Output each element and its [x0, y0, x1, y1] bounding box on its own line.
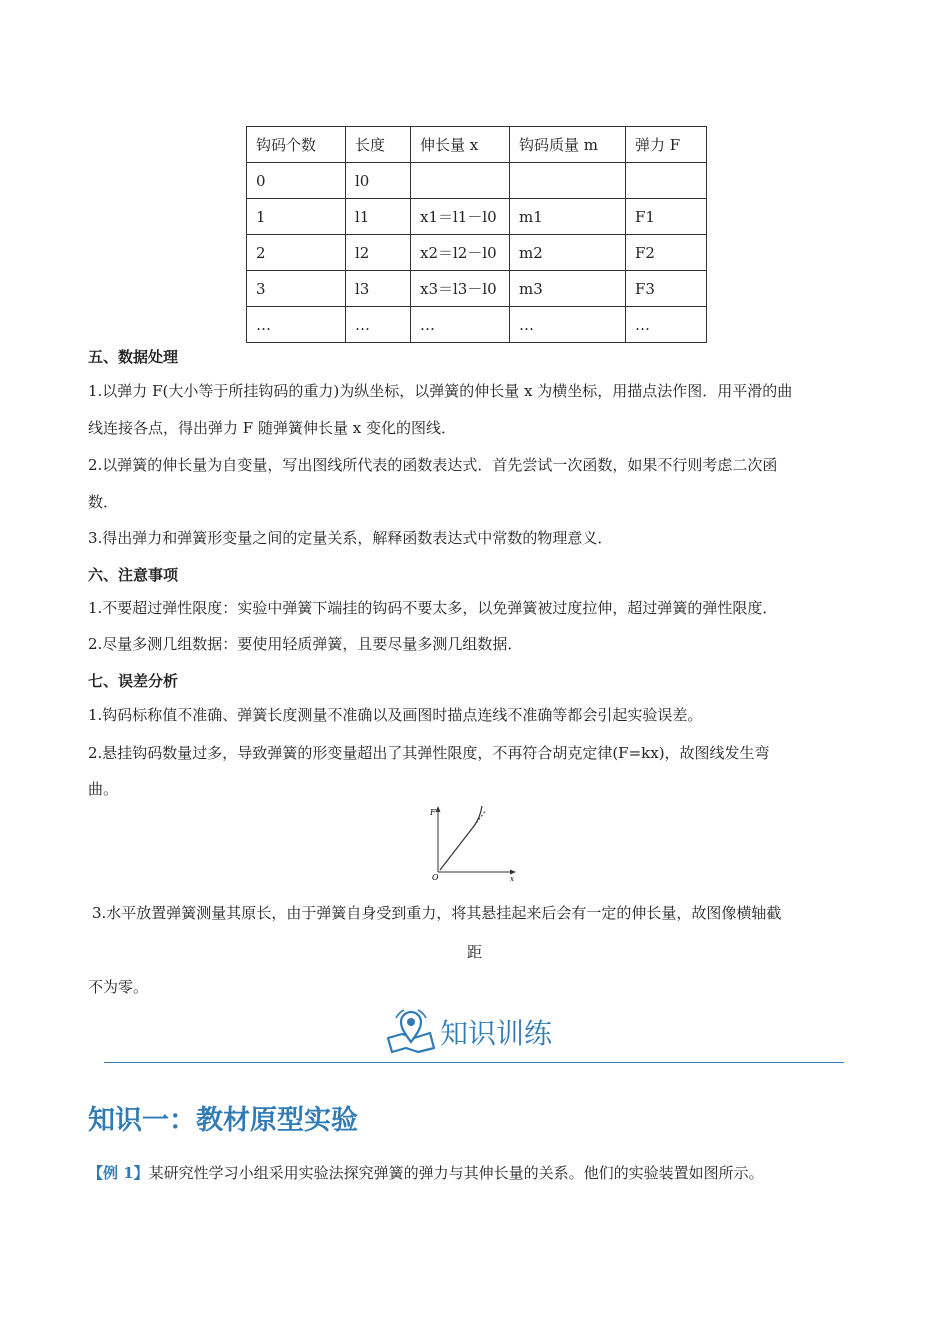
paragraph-line: 距: [467, 943, 483, 961]
header-cell: 伸长量 x: [411, 127, 510, 163]
table-cell: …: [411, 307, 510, 343]
banner-title: 知识训练: [440, 1017, 553, 1050]
paragraph-line: 3.水平放置弹簧测量其原长，由于弹簧自身受到重力，将其悬挂起来后会有一定的伸长量，故图像横轴截: [92, 904, 782, 922]
table-cell: …: [346, 307, 411, 343]
section-title-notes: 六、注意事项: [88, 566, 179, 584]
table-cell: [626, 163, 707, 199]
example-paragraph: [88, 1162, 764, 1183]
table-cell: …: [626, 307, 707, 343]
table-cell: …: [510, 307, 626, 343]
table-cell: x1＝l1－l0: [411, 199, 510, 235]
section-heading: 知识一：教材原型实验: [88, 1105, 358, 1136]
table-cell: m1: [510, 199, 626, 235]
paragraph-line: 3.得出弹力和弹簧形变量之间的定量关系，解释函数表达式中常数的物理意义．: [88, 529, 613, 547]
data-table: [246, 126, 707, 343]
header-cell: 钩码个数: [247, 127, 346, 163]
table-cell: F2: [626, 235, 707, 271]
table-cell: [411, 163, 510, 199]
paragraph-line: 1.不要超过弹性限度：实验中弹簧下端挂的钩码不要太多，以免弹簧被过度拉伸，超过弹簧的弹性限度．: [88, 599, 778, 617]
section-title-data-processing: 五、数据处理: [88, 348, 179, 366]
paragraph-line: 2.尽量多测几组数据：要使用轻质弹簧，且要尽量多测几组数据．: [88, 635, 523, 653]
paragraph-line: 曲。: [88, 780, 119, 798]
table-cell: F3: [626, 271, 707, 307]
header-cell: 长度: [346, 127, 411, 163]
table-cell: [510, 163, 626, 199]
y-axis-arrow: [436, 806, 441, 812]
map-pin-icon: [384, 1008, 438, 1054]
table-cell: F1: [626, 199, 707, 235]
table-cell: …: [247, 307, 346, 343]
curve-line: [440, 806, 482, 870]
table-cell: l0: [346, 163, 411, 199]
table-cell: m2: [510, 235, 626, 271]
x-axis-arrow: [510, 870, 516, 875]
table-row: [247, 235, 707, 271]
table-cell: l2: [346, 235, 411, 271]
table-cell: x2＝l2－l0: [411, 235, 510, 271]
header-cell: 钩码质量 m: [510, 127, 626, 163]
origin-label: O: [432, 873, 439, 882]
x-axis-label: x: [510, 875, 514, 883]
paragraph-line: 2.悬挂钩码数量过多，导致弹簧的形变量超出了其弹性限度，不再符合胡克定律(F=kx)，故图线发生弯: [88, 744, 770, 762]
paragraph-line: 线连接各点，得出弹力 F 随弹簧伸长量 x 变化的图线．: [88, 419, 456, 437]
example-text: 某研究性学习小组采用实验法探究弹簧的弹力与其伸长量的关系。他们的实验装置如图所示。: [148, 1164, 764, 1182]
y-axis-label: F: [430, 808, 436, 817]
table-header-row: [247, 127, 707, 163]
table-cell: l3: [346, 271, 411, 307]
paragraph-line: 数．: [88, 493, 119, 511]
paragraph-line: 1.以弹力 F(大小等于所挂钩码的重力)为纵坐标，以弹簧的伸长量 x 为横坐标，用描点法作图．用平滑的曲: [88, 382, 793, 400]
table-row: [247, 199, 707, 235]
table-row: [247, 307, 707, 343]
banner-divider: [104, 1062, 844, 1063]
table-cell: x3＝l3－l0: [411, 271, 510, 307]
table-cell: l1: [346, 199, 411, 235]
table-cell: m3: [510, 271, 626, 307]
paragraph-line: 2.以弹簧的伸长量为自变量，写出图线所代表的函数表达式．首先尝试一次函数，如果不行则考虑二次函: [88, 456, 778, 474]
table-cell: 3: [247, 271, 346, 307]
table-cell: 0: [247, 163, 346, 199]
force-extension-graph: [424, 804, 520, 884]
table-row: [247, 271, 707, 307]
header-cell: 弹力 F: [626, 127, 707, 163]
section-title-error-analysis: 七、误差分析: [88, 672, 179, 690]
example-tag: 【例 1】: [88, 1164, 149, 1182]
table-cell: 2: [247, 235, 346, 271]
paragraph-line: 不为零。: [88, 978, 149, 996]
table-row: [247, 163, 707, 199]
table-cell: 1: [247, 199, 346, 235]
paragraph-line: 1.钩码标称值不准确、弹簧长度测量不准确以及画图时描点连线不准确等都会引起实验误差。: [88, 706, 703, 724]
